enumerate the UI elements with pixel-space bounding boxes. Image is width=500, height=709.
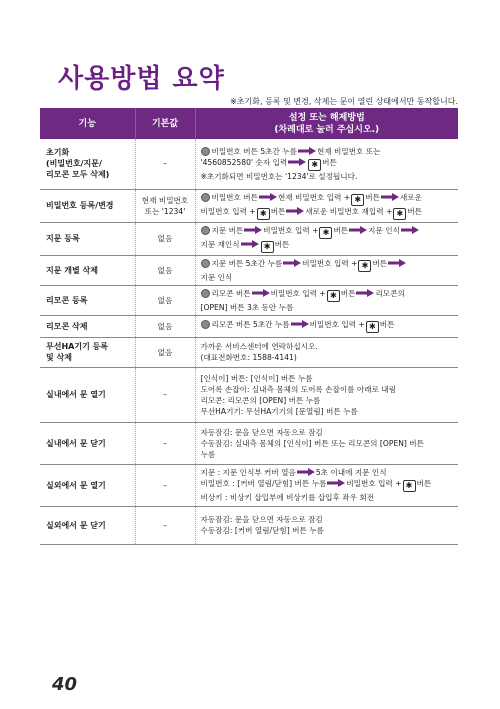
method-line xyxy=(201,427,456,438)
method-text: 버튼 xyxy=(333,225,349,235)
method-cell xyxy=(195,422,458,464)
method-line xyxy=(201,239,456,253)
method-line xyxy=(201,492,456,503)
right-arrow-icon xyxy=(327,479,345,487)
method-text: 버튼 xyxy=(372,258,388,268)
star-key-icon: ✱ xyxy=(257,208,270,220)
page-title: 사용방법 요약 xyxy=(58,64,225,94)
default-value: 없음 xyxy=(157,295,173,305)
feature-cell xyxy=(40,506,135,544)
default-cell xyxy=(135,422,195,464)
feature-label: 및 삭제 xyxy=(46,353,72,362)
feature-label: 실내에서 문 닫기 xyxy=(46,438,106,448)
method-text: 지문 버튼 xyxy=(211,225,244,235)
method-line xyxy=(201,384,456,395)
default-cell xyxy=(135,222,195,255)
default-cell xyxy=(135,315,195,337)
default-value: – xyxy=(163,520,167,530)
round-button-icon xyxy=(201,289,210,298)
method-line xyxy=(201,514,456,525)
feature-label: 실내에서 문 열기 xyxy=(46,390,106,399)
method-text: ※초기화되면 비밀번호는 '1234'로 설정됩니다. xyxy=(200,171,358,181)
star-key-icon: ✱ xyxy=(261,241,274,253)
method-cell xyxy=(195,464,458,506)
feature-cell xyxy=(40,367,135,422)
method-line xyxy=(201,272,456,283)
header-method-line2: (차례대로 눌러 주십시오.) xyxy=(274,124,380,135)
header-default: 기본값 xyxy=(135,108,195,139)
table-row xyxy=(40,506,458,544)
method-text: 수동잠김: 실내측 몸체의 [인식이] 버튼 또는 리모콘의 [OPEN] 버튼 xyxy=(200,438,424,448)
default-cell xyxy=(135,464,195,506)
default-cell xyxy=(135,189,195,222)
table-row xyxy=(40,422,458,464)
method-cell xyxy=(195,337,458,367)
default-cell xyxy=(135,139,195,189)
method-text: 비밀번호 입력 + xyxy=(270,288,326,298)
method-text: 무선HA기기: 무선HA기기의 [문열림] 버튼 누름 xyxy=(200,406,358,416)
right-arrow-icon xyxy=(291,320,309,328)
method-line xyxy=(201,395,456,406)
method-text: 지문 : 지문 인식부 커버 열음 xyxy=(200,468,296,477)
method-text: 새로운 xyxy=(399,192,422,202)
feature-label: 초기화 xyxy=(46,148,70,158)
method-line xyxy=(201,258,456,272)
method-text: 지문 재인식 xyxy=(200,239,240,249)
header-feature: 기능 xyxy=(40,108,135,139)
method-text: 새로운 비밀번호 재입력 + xyxy=(305,206,393,216)
star-key-icon: ✱ xyxy=(403,480,416,492)
star-key-icon: ✱ xyxy=(393,208,406,220)
default-value: – xyxy=(163,480,167,490)
table-row xyxy=(40,315,458,337)
default-value: 없음 xyxy=(157,321,173,331)
method-text: 지문 인식 xyxy=(200,272,233,282)
right-arrow-icon xyxy=(388,259,406,267)
method-text: 누름 xyxy=(200,449,216,459)
method-text: [인식이] 버튼: [인식이] 버튼 누름 xyxy=(200,373,313,383)
table-row xyxy=(40,222,458,255)
default-value: 없음 xyxy=(157,347,173,357)
method-text: 5초 이내에 지문 인식 xyxy=(315,468,387,477)
right-arrow-icon xyxy=(356,289,374,297)
method-text: 리모콘: 리모콘의 [OPEN] 버튼 누름 xyxy=(200,395,321,405)
method-line xyxy=(201,206,456,220)
method-line xyxy=(201,302,456,313)
feature-label: 리모콘 등록 xyxy=(46,295,88,305)
method-line xyxy=(201,192,456,206)
feature-label: 리모콘 삭제 xyxy=(46,321,88,331)
method-cell xyxy=(195,222,458,255)
method-text: 비밀번호 버튼 5초간 누름 xyxy=(211,146,297,156)
table-row xyxy=(40,367,458,422)
feature-cell xyxy=(40,337,135,367)
default-value: – xyxy=(163,390,167,399)
feature-label: 비밀번호 등록/변경 xyxy=(46,201,114,210)
feature-cell xyxy=(40,189,135,222)
method-text: 비밀번호 : [커버 열림/닫힘] 버튼 누름 xyxy=(200,479,327,488)
method-line xyxy=(201,406,456,417)
default-value: – xyxy=(163,438,167,448)
round-button-icon xyxy=(201,193,210,202)
method-text: 현재 비밀번호 입력 + xyxy=(277,192,351,202)
method-line xyxy=(201,352,456,363)
method-text: 버튼 xyxy=(274,239,290,249)
feature-label: 실외에서 문 닫기 xyxy=(46,520,106,530)
default-cell xyxy=(135,285,195,315)
method-text: 비밀번호 입력 + xyxy=(309,320,365,329)
method-text: 버튼 xyxy=(322,157,337,167)
method-cell xyxy=(195,367,458,422)
method-text: 비밀번호 버튼 xyxy=(211,192,258,202)
feature-cell xyxy=(40,464,135,506)
table-row xyxy=(40,337,458,367)
feature-label: 지문 등록 xyxy=(46,234,80,243)
method-line xyxy=(201,449,456,460)
star-key-icon: ✱ xyxy=(319,227,332,239)
right-arrow-icon xyxy=(288,158,306,166)
table-row xyxy=(40,285,458,315)
table-row xyxy=(40,255,458,285)
right-arrow-icon xyxy=(381,193,399,201)
method-text: (대표전화번호: 1588-4141) xyxy=(200,353,297,362)
method-cell xyxy=(195,255,458,285)
right-arrow-icon xyxy=(298,147,316,155)
method-text: 리모콘의 xyxy=(375,288,405,298)
table-header-row xyxy=(40,108,458,139)
round-button-icon xyxy=(201,320,210,329)
right-arrow-icon xyxy=(297,468,315,476)
star-key-icon: ✱ xyxy=(327,290,340,302)
table-row xyxy=(40,464,458,506)
default-value: 없음 xyxy=(157,265,173,275)
method-cell xyxy=(195,189,458,222)
method-cell xyxy=(195,315,458,337)
feature-label: 실외에서 문 열기 xyxy=(46,480,106,490)
table-row xyxy=(40,139,458,189)
method-text: 비밀번호 입력 + xyxy=(200,206,256,216)
method-text: 도어록 손잡이: 실내측 몸체의 도어록 손잡이를 아래로 내림 xyxy=(200,384,397,394)
page-number: 40 xyxy=(52,674,78,695)
method-text: '4560852580' 숫자 입력 xyxy=(200,157,288,167)
default-value: 또는 '1234' xyxy=(144,206,186,216)
method-text: 리모콘 버튼 xyxy=(211,288,251,298)
right-arrow-icon xyxy=(259,193,277,201)
method-text: 버튼 xyxy=(379,320,395,329)
feature-label: 지문 개별 삭제 xyxy=(46,265,98,275)
feature-cell xyxy=(40,285,135,315)
feature-label: (비밀번호/지문/ xyxy=(46,159,102,169)
star-key-icon: ✱ xyxy=(351,194,364,206)
feature-cell xyxy=(40,139,135,189)
method-text: [OPEN] 버튼 3초 동안 누름 xyxy=(200,302,294,312)
star-key-icon: ✱ xyxy=(366,321,379,333)
right-arrow-icon xyxy=(349,226,367,234)
feature-cell xyxy=(40,315,135,337)
header-method xyxy=(195,108,458,139)
right-arrow-icon xyxy=(286,207,304,215)
method-text: 현재 비밀번호 또는 xyxy=(316,146,381,156)
method-text: 지문 인식 xyxy=(368,225,400,235)
header-method-line1: 설정 또는 해제방법 xyxy=(288,112,365,123)
summary-table xyxy=(40,108,458,545)
right-arrow-icon xyxy=(283,259,301,267)
star-key-icon: ✱ xyxy=(308,159,321,171)
method-line xyxy=(201,525,456,536)
default-cell xyxy=(135,506,195,544)
right-arrow-icon xyxy=(244,226,262,234)
note-text: ※초기화, 등록 및 변경, 삭제는 문이 열린 상태에서만 동작합니다. xyxy=(230,97,458,106)
method-line xyxy=(201,157,456,171)
method-text: 수동잠김: [커버 열림/닫힘] 버튼 누름 xyxy=(200,526,324,535)
method-line xyxy=(201,225,456,239)
method-text: 가까운 서비스센터에 연락하십시오. xyxy=(200,342,318,351)
right-arrow-icon xyxy=(252,289,270,297)
method-line xyxy=(201,467,456,478)
method-cell xyxy=(195,506,458,544)
method-text: 버튼 xyxy=(407,206,423,216)
feature-label: 리모콘 모두 삭제) xyxy=(46,170,110,180)
method-text: 버튼 xyxy=(340,288,356,298)
right-arrow-icon xyxy=(241,240,259,248)
round-button-icon xyxy=(201,147,210,156)
method-text: 비밀번호 입력 + xyxy=(346,479,402,488)
method-line xyxy=(201,373,456,384)
table-row xyxy=(40,189,458,222)
method-line xyxy=(201,319,456,333)
default-value: 없음 xyxy=(157,234,173,243)
method-line xyxy=(201,146,456,157)
method-text: 자동잠김: 문을 닫으면 자동으로 잠김 xyxy=(200,515,323,524)
default-cell xyxy=(135,337,195,367)
default-cell xyxy=(135,255,195,285)
feature-label: 무선HA기기 등록 xyxy=(46,342,109,351)
default-value: 현재 비밀번호 xyxy=(141,195,189,205)
method-line xyxy=(201,478,456,492)
feature-cell xyxy=(40,222,135,255)
method-text: 자동잠김: 문을 닫으면 자동으로 잠김 xyxy=(200,427,323,437)
method-line xyxy=(201,341,456,352)
round-button-icon xyxy=(201,259,210,268)
method-text: 리모콘 버튼 5초간 누름 xyxy=(211,320,290,329)
method-cell xyxy=(195,139,458,189)
feature-cell xyxy=(40,255,135,285)
method-text: 비상키 : 비상키 삽입부에 비상키를 삽입후 좌우 회전 xyxy=(200,493,374,502)
method-line xyxy=(201,171,456,182)
method-text: 버튼 xyxy=(416,479,432,488)
default-value: – xyxy=(163,159,167,169)
default-cell xyxy=(135,367,195,422)
method-text: 지문 버튼 5초간 누름 xyxy=(211,258,283,268)
method-text: 비밀번호 입력 + xyxy=(302,258,358,268)
method-text: 버튼 xyxy=(365,192,380,202)
method-line xyxy=(201,288,456,302)
right-arrow-icon xyxy=(401,226,419,234)
round-button-icon xyxy=(201,226,210,235)
feature-cell xyxy=(40,422,135,464)
method-text: 비밀번호 입력 + xyxy=(263,225,319,235)
method-cell xyxy=(195,285,458,315)
star-key-icon: ✱ xyxy=(358,260,371,272)
method-text: 버튼 xyxy=(270,206,286,216)
method-line xyxy=(201,438,456,449)
